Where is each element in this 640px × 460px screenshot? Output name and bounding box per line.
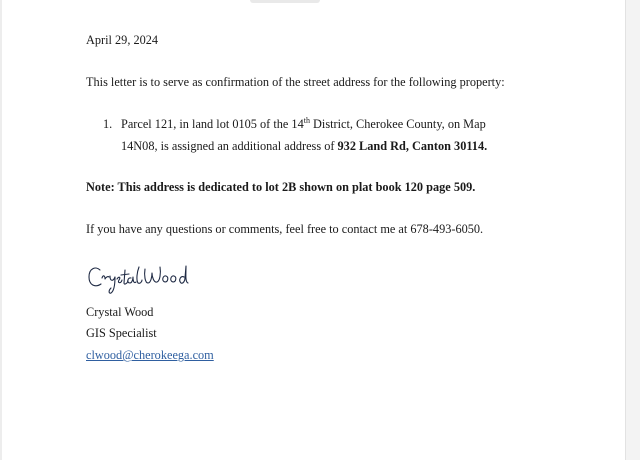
contact-paragraph: If you have any questions or comments, feel free to contact me at 678-493-6050. (86, 222, 484, 236)
note-paragraph: Note: This address is dedicated to lot 2B shown on plat book 120 page 509. (86, 180, 476, 194)
district-text: District, Cherokee County, on Map (309, 117, 486, 131)
list-item-line-1 (121, 117, 486, 131)
ordinal-suffix: th (303, 115, 310, 125)
parcel-text: Parcel 121, in land lot 0105 of the 14 (121, 117, 304, 131)
assigned-address: 932 Land Rd, Canton 30114. (337, 139, 488, 153)
map-text: 14N08, is assigned an additional address of (121, 139, 338, 153)
signer-name: Crystal Wood (86, 305, 154, 319)
list-item-line-2 (121, 139, 487, 153)
letter-date: April 29, 2024 (86, 33, 159, 47)
signer-title: GIS Specialist (86, 326, 157, 340)
handwritten-signature (84, 258, 214, 298)
scan-right-edge (625, 0, 640, 460)
list-item-number: 1. (103, 117, 113, 131)
intro-paragraph: This letter is to serve as confirmation of the street address for the following property: (86, 75, 505, 89)
signer-email-link[interactable]: clwood@cherokeega.com (86, 348, 214, 362)
